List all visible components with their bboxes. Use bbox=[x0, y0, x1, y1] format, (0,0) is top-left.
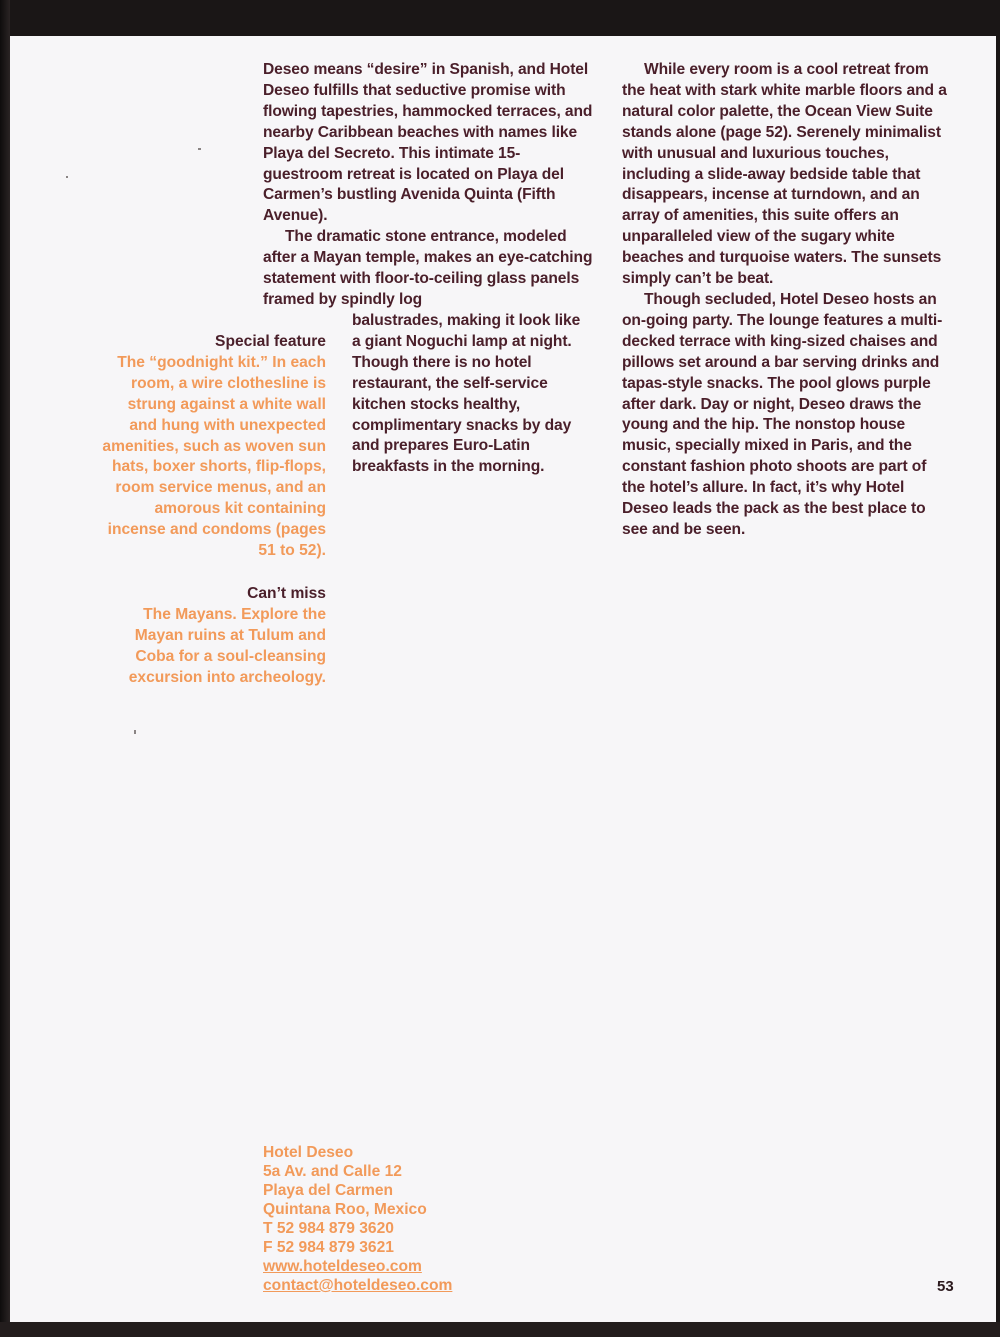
street-address: 5a Av. and Calle 12 bbox=[263, 1163, 402, 1180]
page-binding-shadow bbox=[0, 0, 10, 1337]
city: Playa del Carmen bbox=[263, 1182, 394, 1199]
hotel-name: Hotel Deseo bbox=[263, 1144, 354, 1161]
print-speck bbox=[134, 730, 136, 734]
cant-miss-body: The Mayans. Explore the Mayan ruins at Tulum and Coba for a soul-cleansing excursion into archeology. bbox=[128, 605, 326, 686]
page-bottom-shadow bbox=[0, 1322, 1000, 1337]
article-paragraph: Though secluded, Hotel Deseo hosts an on-going party. The lounge features a multi-decked terrace with king-sized chaises and pillows set around a bar serving drinks and tapas-style snacks. The pool glows purple after dark. Day or night, Deseo draws the young and the hip. The nonstop house music, specially mixed in Paris, and the constant fashion photo shoots are part of the hotel’s allure. In fact, it’s why Hotel Deseo leads the pack as the best place to see and be seen. bbox=[622, 290, 943, 538]
email-link[interactable]: contact@hoteldeseo.com bbox=[263, 1277, 453, 1294]
fax-number: F 52 984 879 3621 bbox=[263, 1239, 394, 1256]
article-column-1-continued bbox=[352, 311, 592, 478]
phone-number: T 52 984 879 3620 bbox=[263, 1220, 394, 1237]
article-paragraph: balustrades, making it look like a giant Noguchi lamp at night. Though there is no hotel restaurant, the self-service kitchen stocks healthy, complimentary snacks by day and prepares Euro-Latin breakfasts in the morning. bbox=[352, 312, 581, 476]
print-speck bbox=[66, 176, 68, 178]
special-feature-sidebar bbox=[96, 332, 326, 562]
region: Quintana Roo, Mexico bbox=[263, 1201, 427, 1218]
cant-miss-heading: Can’t miss bbox=[247, 585, 326, 602]
print-speck bbox=[198, 148, 201, 150]
article-paragraph: While every room is a cool retreat from the heat with stark white marble floors and a natural color palette, the Ocean View Suite stands alone (page 52). Serenely minimalist with unusual and luxurious touches, including a slide-away bedside table that disappears, incense at turndown, and an array of amenities, this suite offers an unparalleled view of the sugary white beaches and turquoise waters. The sunsets simply can’t be beat. bbox=[622, 61, 947, 288]
article-column-1 bbox=[263, 60, 593, 311]
article-paragraph: The dramatic stone entrance, modeled after a Mayan temple, makes an eye-catching statement with floor-to-ceiling glass panels framed by spindly log bbox=[263, 228, 593, 308]
article-paragraph: Deseo means “desire” in Spanish, and Hotel Deseo fulfills that seductive promise with flowing tapestries, hammocked terraces, and nearby Caribbean beaches with names like Playa del Secreto. This intimate 15-guestroom retreat is located on Playa del Carmen’s bustling Avenida Quinta (Fifth Avenue). bbox=[263, 61, 593, 225]
article-column-2 bbox=[622, 60, 952, 541]
page-number: 53 bbox=[937, 1278, 954, 1295]
special-feature-body: The “goodnight kit.” In each room, a wire clothesline is strung against a white wall and hung with unexpected amenities, such as woven sun hats, boxer shorts, flip-flops, room service menus, and an amorous kit containing incense and condoms (pages 51 to 52). bbox=[102, 353, 326, 560]
hotel-address-block bbox=[263, 1143, 563, 1295]
cant-miss-sidebar bbox=[96, 584, 326, 689]
special-feature-heading: Special feature bbox=[215, 333, 326, 350]
website-link[interactable]: www.hoteldeseo.com bbox=[263, 1258, 422, 1275]
